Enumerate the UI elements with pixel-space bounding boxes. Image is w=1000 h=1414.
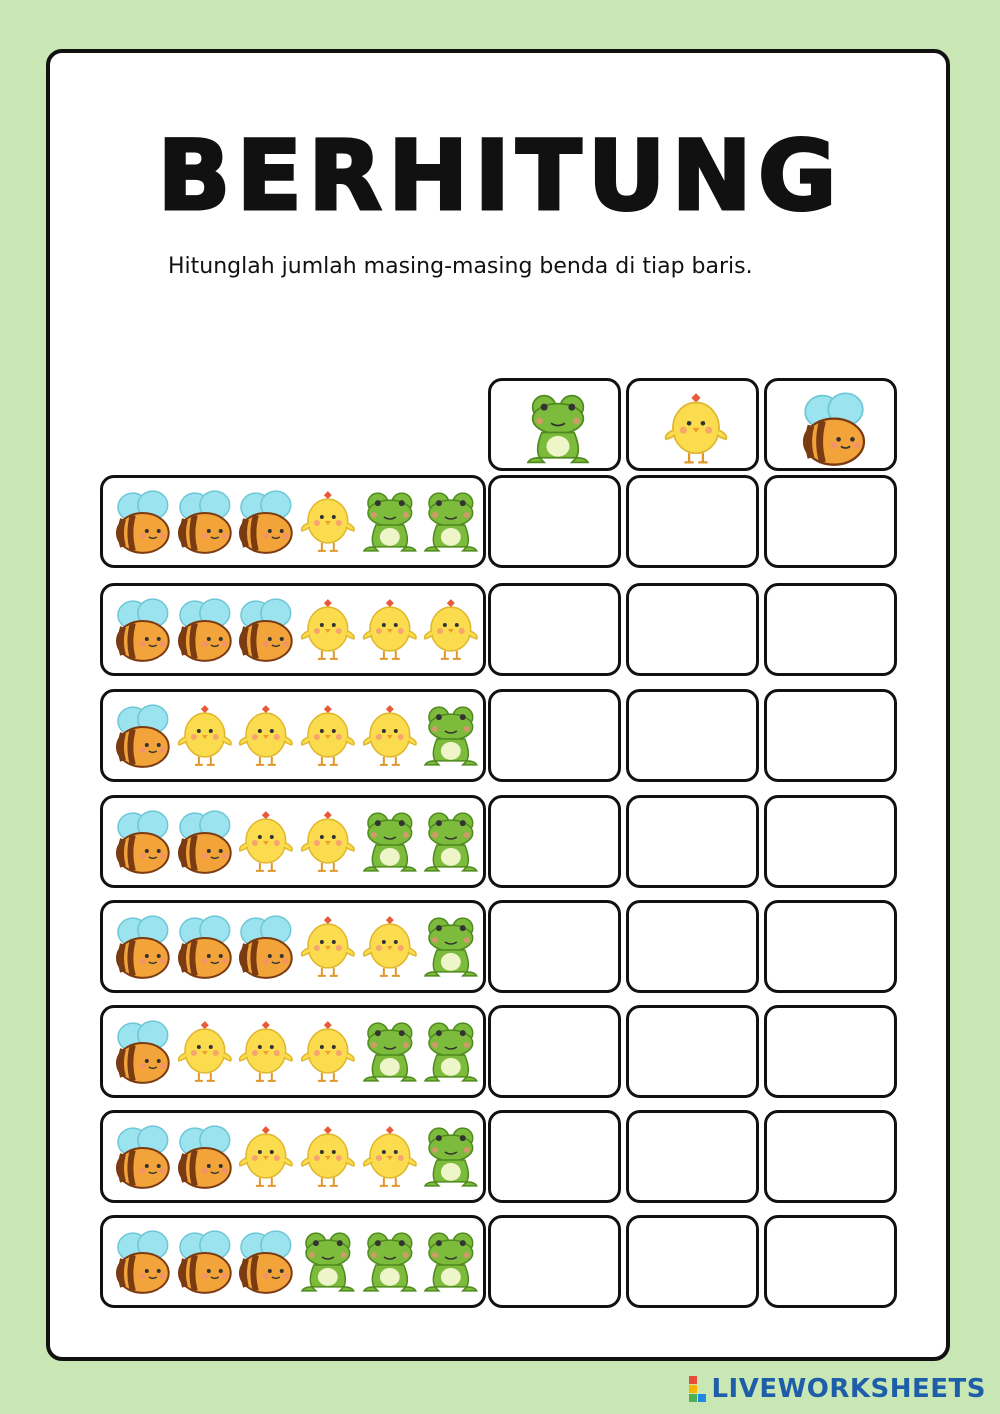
answer-bee-count-row-3[interactable] bbox=[764, 689, 897, 782]
chick-icon bbox=[298, 1019, 358, 1085]
answer-chick-count-row-2[interactable] bbox=[626, 583, 759, 676]
bee-icon bbox=[236, 914, 296, 980]
bee-icon bbox=[799, 391, 869, 467]
frog-icon bbox=[360, 1229, 420, 1295]
answer-frog-count-row-6[interactable] bbox=[488, 1005, 621, 1098]
animal-row-5 bbox=[100, 900, 486, 993]
bee-icon bbox=[175, 597, 235, 663]
answer-chick-count-row-8[interactable] bbox=[626, 1215, 759, 1308]
bee-icon bbox=[175, 1124, 235, 1190]
chick-icon bbox=[421, 597, 481, 663]
frog-icon bbox=[421, 914, 481, 980]
frog-icon bbox=[523, 391, 593, 467]
chick-icon bbox=[298, 489, 358, 555]
frog-icon bbox=[298, 1229, 358, 1295]
answer-bee-count-row-1[interactable] bbox=[764, 475, 897, 568]
answer-bee-count-row-6[interactable] bbox=[764, 1005, 897, 1098]
chick-icon bbox=[360, 914, 420, 980]
answer-chick-count-row-1[interactable] bbox=[626, 475, 759, 568]
instruction-text: Hitunglah jumlah masing-masing benda di tiap baris. bbox=[168, 254, 753, 279]
animal-row-3 bbox=[100, 689, 486, 782]
bee-icon bbox=[236, 597, 296, 663]
bee-icon bbox=[236, 489, 296, 555]
chick-icon bbox=[298, 597, 358, 663]
chick-icon bbox=[298, 1124, 358, 1190]
bee-icon bbox=[175, 1229, 235, 1295]
frog-icon bbox=[421, 703, 481, 769]
bee-icon bbox=[113, 1229, 173, 1295]
animal-row-2 bbox=[100, 583, 486, 676]
chick-icon bbox=[298, 703, 358, 769]
page-title: BERHITUNG bbox=[157, 120, 843, 232]
answer-frog-count-row-7[interactable] bbox=[488, 1110, 621, 1203]
frog-icon bbox=[421, 1229, 481, 1295]
frog-icon bbox=[360, 1019, 420, 1085]
chick-icon bbox=[236, 703, 296, 769]
chick-icon bbox=[175, 1019, 235, 1085]
bee-icon bbox=[113, 809, 173, 875]
animal-row-6 bbox=[100, 1005, 486, 1098]
answer-chick-count-row-6[interactable] bbox=[626, 1005, 759, 1098]
answer-frog-count-row-8[interactable] bbox=[488, 1215, 621, 1308]
footer-brand-text: LIVEWORKSHEETS bbox=[711, 1374, 986, 1404]
answer-chick-count-row-5[interactable] bbox=[626, 900, 759, 993]
bee-icon bbox=[113, 1019, 173, 1085]
answer-chick-count-row-4[interactable] bbox=[626, 795, 759, 888]
animal-row-4 bbox=[100, 795, 486, 888]
frog-icon bbox=[360, 809, 420, 875]
answer-bee-count-row-5[interactable] bbox=[764, 900, 897, 993]
frog-icon bbox=[421, 1124, 481, 1190]
chick-icon bbox=[236, 1019, 296, 1085]
answer-chick-count-row-3[interactable] bbox=[626, 689, 759, 782]
chick-icon bbox=[236, 1124, 296, 1190]
answer-frog-count-row-4[interactable] bbox=[488, 795, 621, 888]
chick-icon bbox=[360, 597, 420, 663]
bee-icon bbox=[175, 914, 235, 980]
answer-frog-count-row-3[interactable] bbox=[488, 689, 621, 782]
bee-icon bbox=[236, 1229, 296, 1295]
liveworksheets-logo-icon bbox=[689, 1376, 707, 1402]
answer-bee-count-row-2[interactable] bbox=[764, 583, 897, 676]
answer-bee-count-row-7[interactable] bbox=[764, 1110, 897, 1203]
bee-icon bbox=[113, 1124, 173, 1190]
frog-icon bbox=[421, 1019, 481, 1085]
answer-frog-count-row-1[interactable] bbox=[488, 475, 621, 568]
chick-icon bbox=[360, 703, 420, 769]
header-frog-box bbox=[488, 378, 621, 471]
bee-icon bbox=[175, 809, 235, 875]
bee-icon bbox=[113, 489, 173, 555]
answer-frog-count-row-5[interactable] bbox=[488, 900, 621, 993]
chick-icon bbox=[175, 703, 235, 769]
answer-bee-count-row-8[interactable] bbox=[764, 1215, 897, 1308]
animal-row-1 bbox=[100, 475, 486, 568]
bee-icon bbox=[113, 703, 173, 769]
frog-icon bbox=[360, 489, 420, 555]
answer-frog-count-row-2[interactable] bbox=[488, 583, 621, 676]
answer-bee-count-row-4[interactable] bbox=[764, 795, 897, 888]
header-bee-box bbox=[764, 378, 897, 471]
bee-icon bbox=[113, 597, 173, 663]
animal-row-7 bbox=[100, 1110, 486, 1203]
header-chick-box bbox=[626, 378, 759, 471]
liveworksheets-brand bbox=[689, 1374, 986, 1404]
answer-chick-count-row-7[interactable] bbox=[626, 1110, 759, 1203]
chick-icon bbox=[661, 391, 731, 467]
chick-icon bbox=[360, 1124, 420, 1190]
bee-icon bbox=[113, 914, 173, 980]
animal-row-8 bbox=[100, 1215, 486, 1308]
frog-icon bbox=[421, 489, 481, 555]
frog-icon bbox=[421, 809, 481, 875]
chick-icon bbox=[298, 914, 358, 980]
chick-icon bbox=[236, 809, 296, 875]
bee-icon bbox=[175, 489, 235, 555]
chick-icon bbox=[298, 809, 358, 875]
